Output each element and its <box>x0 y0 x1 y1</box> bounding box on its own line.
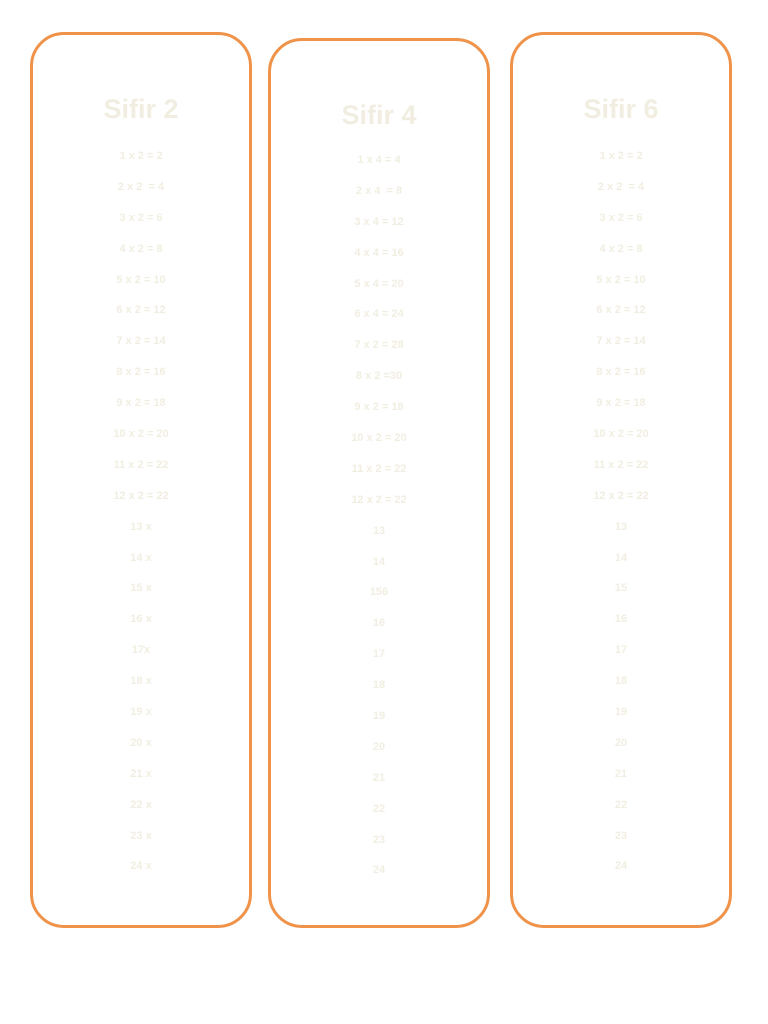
table-row: 9 x 2 = 18 <box>116 397 166 410</box>
table-row: 3 x 2 = 6 <box>119 211 163 224</box>
table-row: 10 x 2 = 20 <box>113 428 169 441</box>
table-row: 3 x 2 = 6 <box>599 211 643 224</box>
table-row: 15 <box>614 582 628 595</box>
table-row: 14 x <box>130 551 152 564</box>
multiplication-list <box>33 141 249 882</box>
table-row: 7 x 2 = 28 <box>354 339 404 352</box>
table-row: 14 <box>614 551 628 564</box>
table-card-4 <box>268 38 490 928</box>
table-row: 3 x 4 = 12 <box>354 215 404 228</box>
table-row: 16 x <box>130 613 152 626</box>
table-row: 12 x 2 = 22 <box>351 493 407 506</box>
table-row: 9 x 2 = 18 <box>596 397 646 410</box>
table-row: 5 x 2 = 10 <box>116 273 166 286</box>
table-row: 22 x <box>130 798 152 811</box>
table-card-2 <box>30 32 252 928</box>
table-row: 17 <box>372 648 386 661</box>
table-row: 2 x 2 = 4 <box>117 180 165 193</box>
table-row: 14 <box>372 555 386 568</box>
table-row: 22 <box>614 798 628 811</box>
table-row: 24 x <box>130 860 152 873</box>
table-row: 20 <box>372 740 386 753</box>
table-row: 2 x 4 = 8 <box>355 184 403 197</box>
table-row: 2 x 2 = 4 <box>597 180 645 193</box>
multiplication-list <box>513 141 729 882</box>
table-row: 11 x 2 = 22 <box>351 462 407 475</box>
table-row: 13 x <box>130 520 152 533</box>
table-row: 4 x 4 = 16 <box>354 246 404 259</box>
table-row: 156 <box>369 586 389 599</box>
table-row: 1 x 2 = 2 <box>599 150 643 162</box>
table-row: 11 x 2 = 22 <box>113 458 169 471</box>
table-row: 9 x 2 = 18 <box>354 401 404 414</box>
table-row: 12 x 2 = 22 <box>593 489 649 502</box>
table-row: 6 x 2 = 12 <box>116 304 166 317</box>
table-row: 24 <box>614 860 628 873</box>
table-row: 13 <box>372 524 386 537</box>
table-row: 19 <box>614 706 628 719</box>
table-row: 17 <box>614 644 628 657</box>
table-row: 10 x 2 = 20 <box>351 432 407 445</box>
table-row: 18 x <box>130 675 152 688</box>
table-row: 1 x 4 = 4 <box>357 154 401 166</box>
table-row: 4 x 2 = 8 <box>599 242 643 255</box>
table-row: 21 <box>372 771 386 784</box>
table-row: 16 <box>614 613 628 626</box>
table-row: 8 x 2 = 16 <box>116 366 166 379</box>
table-row: 10 x 2 = 20 <box>593 428 649 441</box>
table-row: 6 x 4 = 24 <box>354 308 404 321</box>
table-row: 19 x <box>130 706 152 719</box>
table-row: 21 <box>614 767 628 780</box>
table-row: 17x <box>131 644 151 657</box>
table-row: 23 <box>614 829 628 842</box>
table-row: 8 x 2 =30 <box>355 370 403 383</box>
card-title: Sifir 4 <box>341 100 417 130</box>
table-card-6 <box>510 32 732 928</box>
table-row: 23 x <box>130 829 152 842</box>
table-row: 15 x <box>130 582 152 595</box>
table-row: 13 <box>614 520 628 533</box>
table-row: 23 <box>372 833 386 846</box>
table-row: 21 x <box>130 767 152 780</box>
table-row: 22 <box>372 802 386 815</box>
table-row: 5 x 4 = 20 <box>354 277 404 290</box>
card-title: Sifir 2 <box>103 94 179 124</box>
table-row: 1 x 2 = 2 <box>119 150 163 162</box>
table-row: 18 <box>372 679 386 692</box>
table-row: 4 x 2 = 8 <box>119 242 163 255</box>
table-row: 7 x 2 = 14 <box>596 335 646 348</box>
table-row: 11 x 2 = 22 <box>593 458 649 471</box>
table-row: 18 <box>614 675 628 688</box>
table-row: 24 <box>372 864 386 877</box>
table-row: 5 x 2 = 10 <box>596 273 646 286</box>
table-row: 12 x 2 = 22 <box>113 489 169 502</box>
table-row: 19 <box>372 710 386 723</box>
table-row: 6 x 2 = 12 <box>596 304 646 317</box>
table-row: 20 x <box>130 736 152 749</box>
multiplication-list <box>271 145 487 886</box>
table-row: 8 x 2 = 16 <box>596 366 646 379</box>
table-row: 16 <box>372 617 386 630</box>
table-row: 20 <box>614 736 628 749</box>
table-row: 7 x 2 = 14 <box>116 335 166 348</box>
card-title: Sifir 6 <box>583 94 659 124</box>
